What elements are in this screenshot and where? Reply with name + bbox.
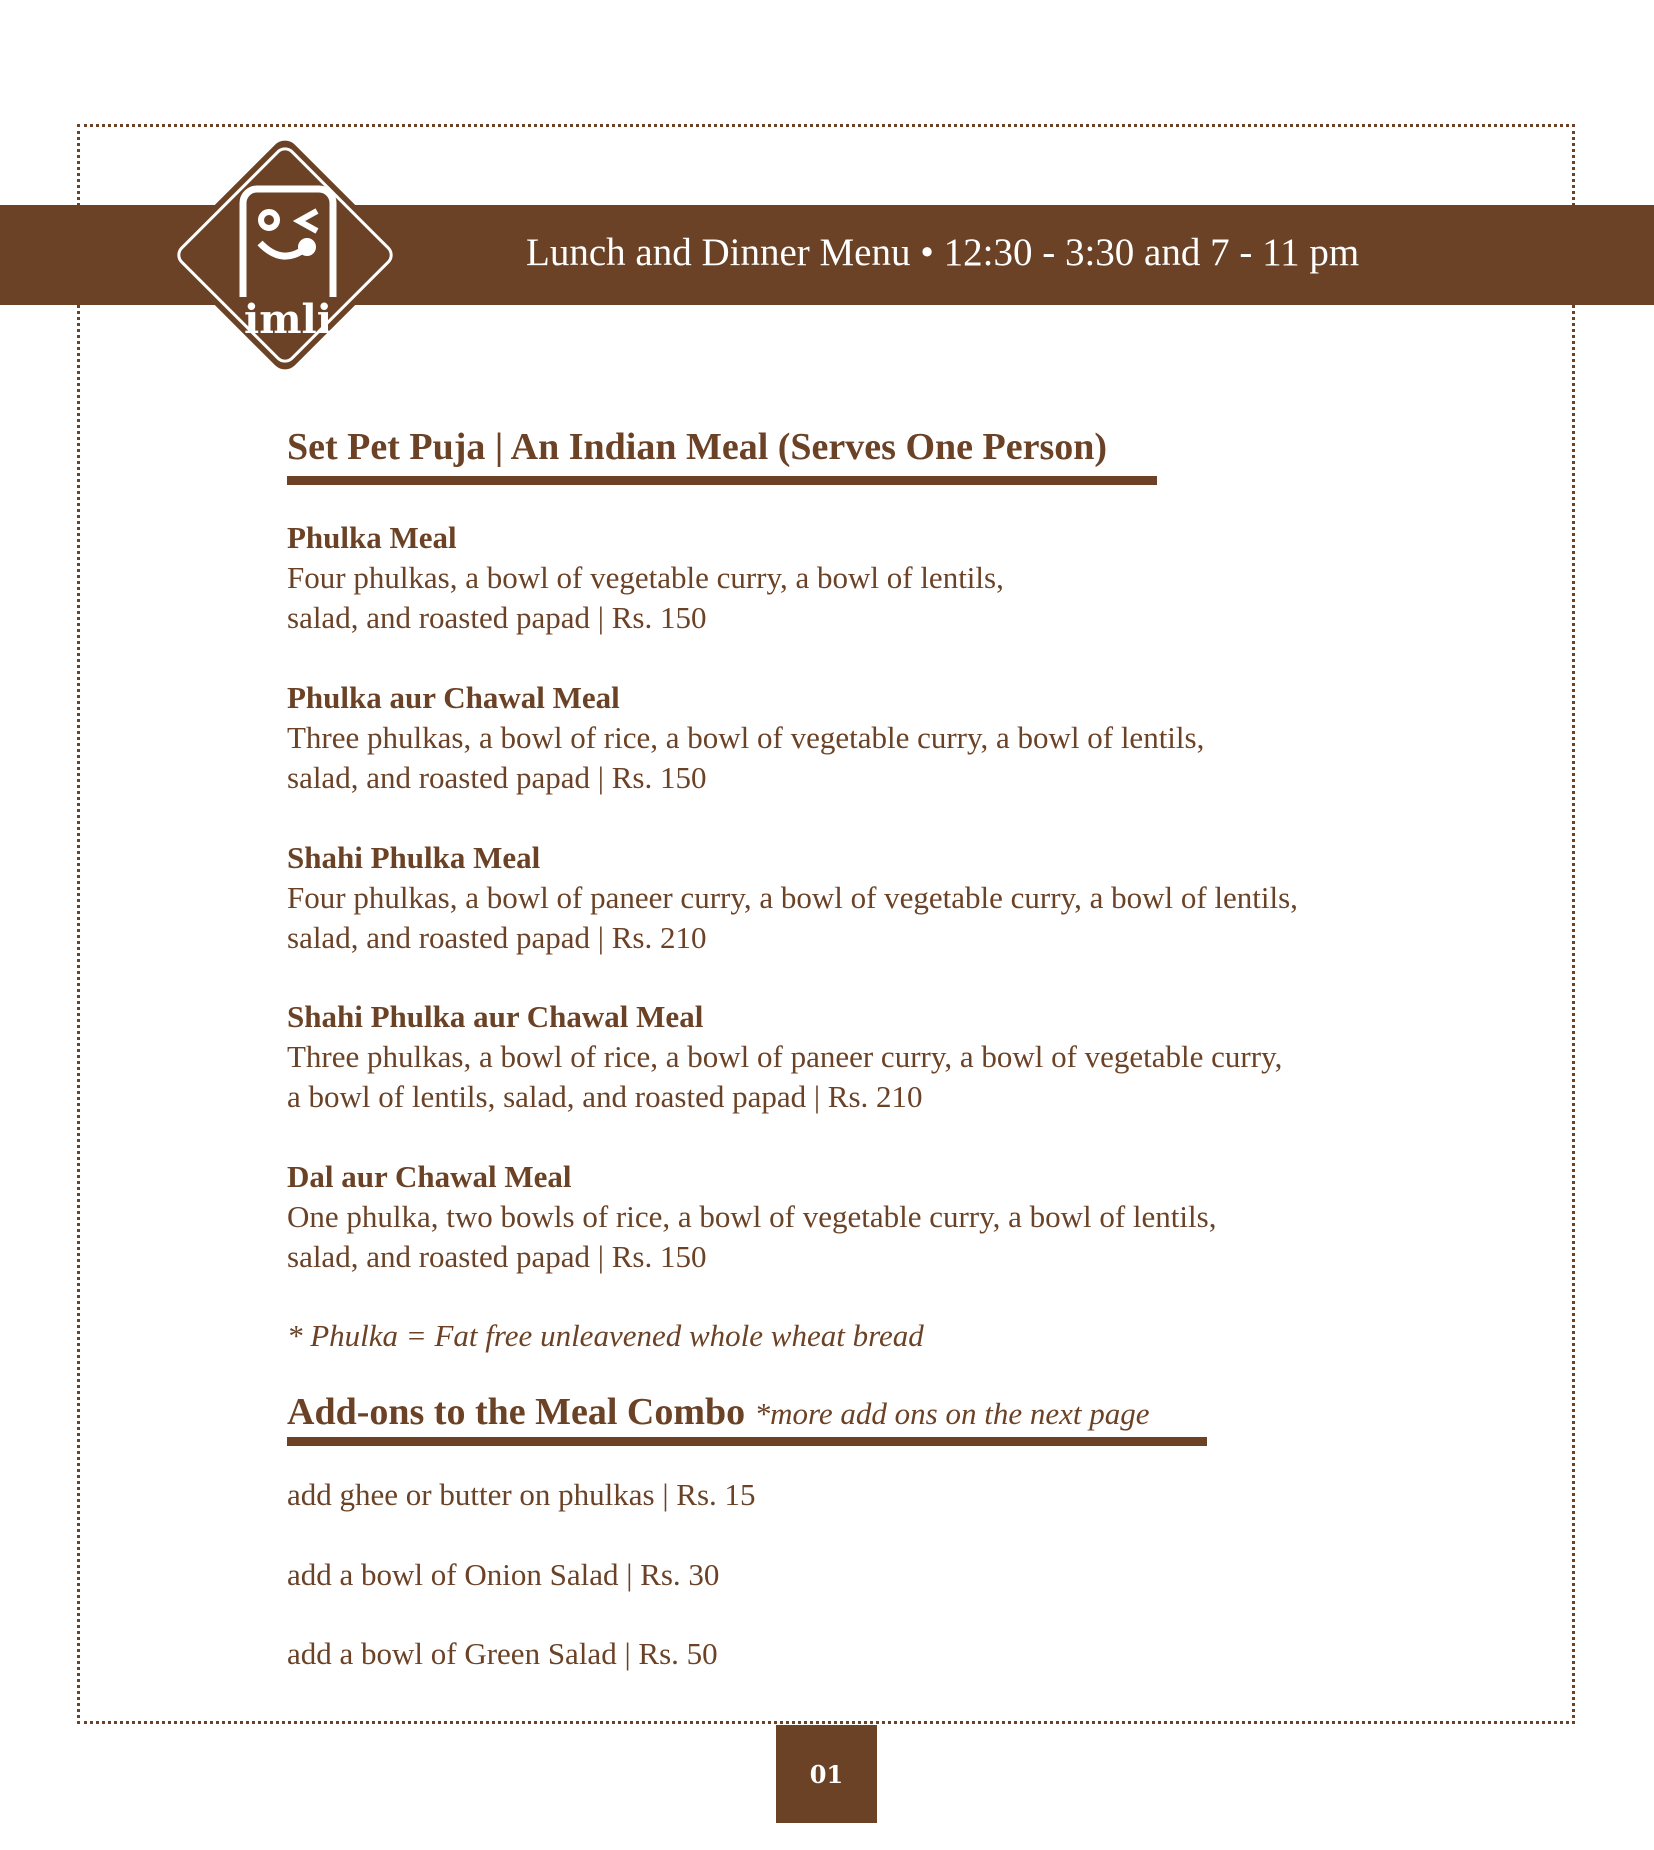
phulka-footnote: * Phulka = Fat free unleavened whole wheat bread [287, 1318, 924, 1353]
menu-item-name: Phulka Meal [287, 520, 457, 555]
logo-text: imli [244, 296, 332, 343]
section-title-add-ons [287, 1390, 1150, 1434]
menu-item-desc: a bowl of lentils, salad, and roasted papad | Rs. 210 [287, 1079, 923, 1114]
menu-item-name: Shahi Phulka aur Chawal Meal [287, 999, 704, 1034]
menu-item-desc: Four phulkas, a bowl of vegetable curry, a bowl of lentils, [287, 560, 1004, 595]
menu-item [287, 518, 1004, 638]
add-ons-note: *more add ons on the next page [754, 1396, 1150, 1431]
add-ons-title: Add-ons to the Meal Combo [287, 1391, 746, 1433]
add-on-item: add a bowl of Onion Salad | Rs. 30 [287, 1557, 720, 1592]
menu-item-name: Phulka aur Chawal Meal [287, 680, 620, 715]
menu-item [287, 1157, 1216, 1277]
menu-item-desc: salad, and roasted papad | Rs. 210 [287, 920, 707, 955]
menu-item [287, 838, 1298, 958]
menu-item-desc: Three phulkas, a bowl of rice, a bowl of vegetable curry, a bowl of lentils, [287, 720, 1205, 755]
imli-logo [155, 125, 415, 385]
add-on-item: add ghee or butter on phulkas | Rs. 15 [287, 1477, 756, 1512]
menu-item-desc: One phulka, two bowls of rice, a bowl of vegetable curry, a bowl of lentils, [287, 1199, 1217, 1234]
menu-item-desc: salad, and roasted papad | Rs. 150 [287, 760, 707, 795]
menu-item [287, 678, 1204, 798]
menu-item-name: Dal aur Chawal Meal [287, 1159, 572, 1194]
section-underline [287, 1437, 1207, 1446]
section-title-set-pet-puja: Set Pet Puja | An Indian Meal (Serves One Person) [287, 426, 1108, 468]
menu-item [287, 997, 1282, 1117]
menu-item-desc: Three phulkas, a bowl of rice, a bowl of paneer curry, a bowl of vegetable curry, [287, 1039, 1283, 1074]
section-underline [287, 476, 1157, 485]
menu-item-name: Shahi Phulka Meal [287, 840, 541, 875]
menu-item-desc: salad, and roasted papad | Rs. 150 [287, 1239, 707, 1274]
menu-header-title: Lunch and Dinner Menu • 12:30 - 3:30 and 7 - 11 pm [526, 231, 1360, 274]
menu-item-desc: Four phulkas, a bowl of paneer curry, a bowl of vegetable curry, a bowl of lentils, [287, 880, 1298, 915]
page-number: 01 [776, 1725, 877, 1823]
add-on-item: add a bowl of Green Salad | Rs. 50 [287, 1636, 718, 1671]
menu-item-desc: salad, and roasted papad | Rs. 150 [287, 600, 707, 635]
